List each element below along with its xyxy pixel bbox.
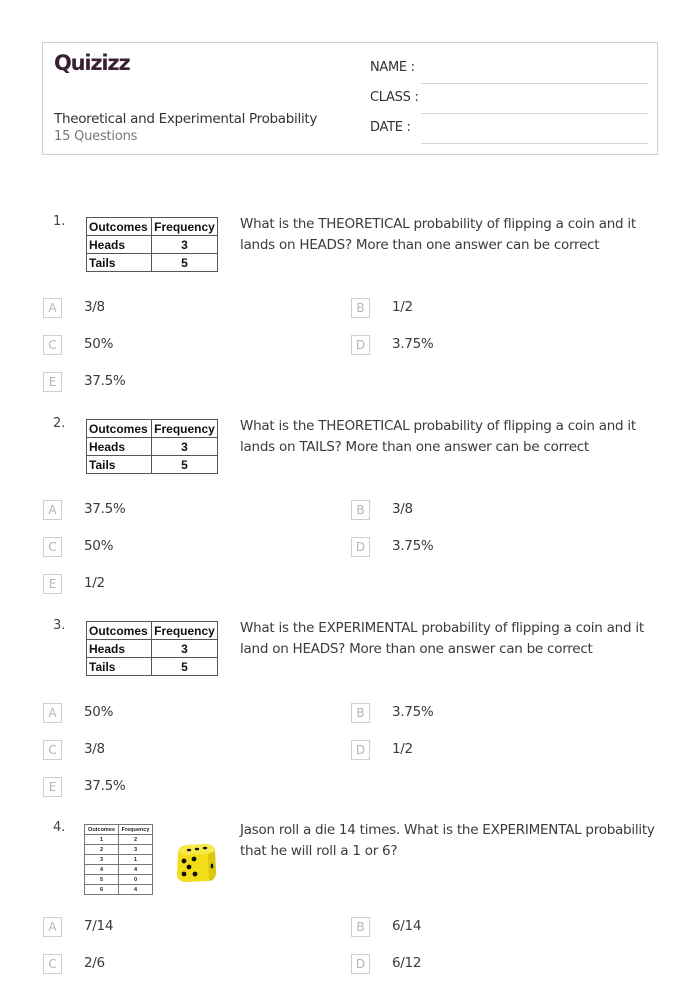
date-field[interactable] xyxy=(370,120,648,140)
option-text: 3.75% xyxy=(392,336,434,352)
option-letter: A xyxy=(43,703,62,723)
option-letter: E xyxy=(43,777,62,797)
question-text: What is the THEORETICAL probability of flipping a coin and it lands on TAILS? More than one answer can be correct xyxy=(240,418,636,455)
option-letter: C xyxy=(43,537,62,557)
class-label: CLASS : xyxy=(370,90,419,105)
table-cell: 6 xyxy=(85,885,119,895)
option-letter: C xyxy=(43,335,62,355)
question-text: What is the EXPERIMENTAL probability of flipping a coin and it land on HEADS? More than one answer can be correct xyxy=(240,620,644,657)
option-text: 1/2 xyxy=(392,741,413,757)
table-header: Outcomes xyxy=(87,622,152,640)
table-cell: Tails xyxy=(87,254,152,272)
option-letter: A xyxy=(43,917,62,937)
question-text: Jason roll a die 14 times. What is the EXPERIMENTAL probability that he will roll a 1 or 6? xyxy=(240,822,655,859)
table-cell: 3 xyxy=(85,855,119,865)
table-cell: Tails xyxy=(87,658,152,676)
worksheet-title: Theoretical and Experimental Probability xyxy=(54,111,318,127)
option-text: 3/8 xyxy=(392,501,413,517)
table-header: Outcomes xyxy=(85,825,119,835)
option-letter: D xyxy=(351,335,370,355)
table-cell: 4 xyxy=(119,865,153,875)
date-line[interactable] xyxy=(421,143,648,144)
class-line[interactable] xyxy=(421,113,648,114)
option-letter: A xyxy=(43,298,62,318)
frequency-table xyxy=(86,621,218,676)
table-cell: 3 xyxy=(152,640,218,658)
table-cell: 0 xyxy=(119,875,153,885)
table-cell: 2 xyxy=(119,835,153,845)
option-letter: D xyxy=(351,537,370,557)
option-letter: B xyxy=(351,298,370,318)
table-header: Outcomes xyxy=(87,218,152,236)
question-count: 15 Questions xyxy=(54,129,138,144)
table-cell: 5 xyxy=(152,254,218,272)
table-cell: 3 xyxy=(119,845,153,855)
option-text: 50% xyxy=(84,538,114,554)
option-text: 50% xyxy=(84,704,114,720)
table-cell: Heads xyxy=(87,438,152,456)
question-number: 4. xyxy=(53,820,66,835)
option-letter: E xyxy=(43,574,62,594)
class-field[interactable] xyxy=(370,90,648,110)
question-number: 2. xyxy=(53,416,66,431)
table-header: Frequency xyxy=(152,218,218,236)
option-letter: B xyxy=(351,500,370,520)
question-number: 3. xyxy=(53,618,66,633)
table-cell: 1 xyxy=(119,855,153,865)
option-text: 37.5% xyxy=(84,501,126,517)
question-number: 1. xyxy=(53,214,66,229)
table-header: Frequency xyxy=(152,420,218,438)
table-cell: 1 xyxy=(85,835,119,845)
table-cell: 3 xyxy=(152,236,218,254)
option-letter: D xyxy=(351,954,370,974)
table-header: Outcomes xyxy=(87,420,152,438)
option-text: 2/6 xyxy=(84,955,105,971)
option-text: 6/12 xyxy=(392,955,422,971)
table-cell: 4 xyxy=(119,885,153,895)
option-text: 1/2 xyxy=(392,299,413,315)
frequency-table xyxy=(84,824,153,895)
table-cell: Tails xyxy=(87,456,152,474)
option-letter: B xyxy=(351,703,370,723)
option-letter: D xyxy=(351,740,370,760)
table-cell: 2 xyxy=(85,845,119,855)
table-cell: Heads xyxy=(87,236,152,254)
quizizz-logo: Quizizz xyxy=(54,51,130,75)
option-text: 3/8 xyxy=(84,741,105,757)
frequency-table xyxy=(86,419,218,474)
name-label: NAME : xyxy=(370,60,415,75)
option-letter: E xyxy=(43,372,62,392)
frequency-table xyxy=(86,217,218,272)
option-text: 1/2 xyxy=(84,575,105,591)
option-text: 3/8 xyxy=(84,299,105,315)
table-cell: 5 xyxy=(85,875,119,885)
table-cell: 3 xyxy=(152,438,218,456)
table-cell: 5 xyxy=(152,456,218,474)
option-text: 50% xyxy=(84,336,114,352)
option-text: 6/14 xyxy=(392,918,422,934)
date-label: DATE : xyxy=(370,120,411,135)
table-cell: 5 xyxy=(152,658,218,676)
name-line[interactable] xyxy=(421,83,648,84)
question-text: What is the THEORETICAL probability of flipping a coin and it lands on HEADS? More than one answer can be correct xyxy=(240,216,636,253)
option-text: 37.5% xyxy=(84,778,126,794)
option-letter: C xyxy=(43,954,62,974)
table-cell: 4 xyxy=(85,865,119,875)
option-text: 7/14 xyxy=(84,918,114,934)
table-header: Frequency xyxy=(152,622,218,640)
option-letter: A xyxy=(43,500,62,520)
option-letter: B xyxy=(351,917,370,937)
option-letter: C xyxy=(43,740,62,760)
name-field[interactable] xyxy=(370,60,648,80)
table-header: Frequency xyxy=(119,825,153,835)
option-text: 37.5% xyxy=(84,373,126,389)
option-text: 3.75% xyxy=(392,704,434,720)
option-text: 3.75% xyxy=(392,538,434,554)
table-cell: Heads xyxy=(87,640,152,658)
yellow-die-image xyxy=(172,840,218,886)
worksheet-header xyxy=(42,42,658,155)
